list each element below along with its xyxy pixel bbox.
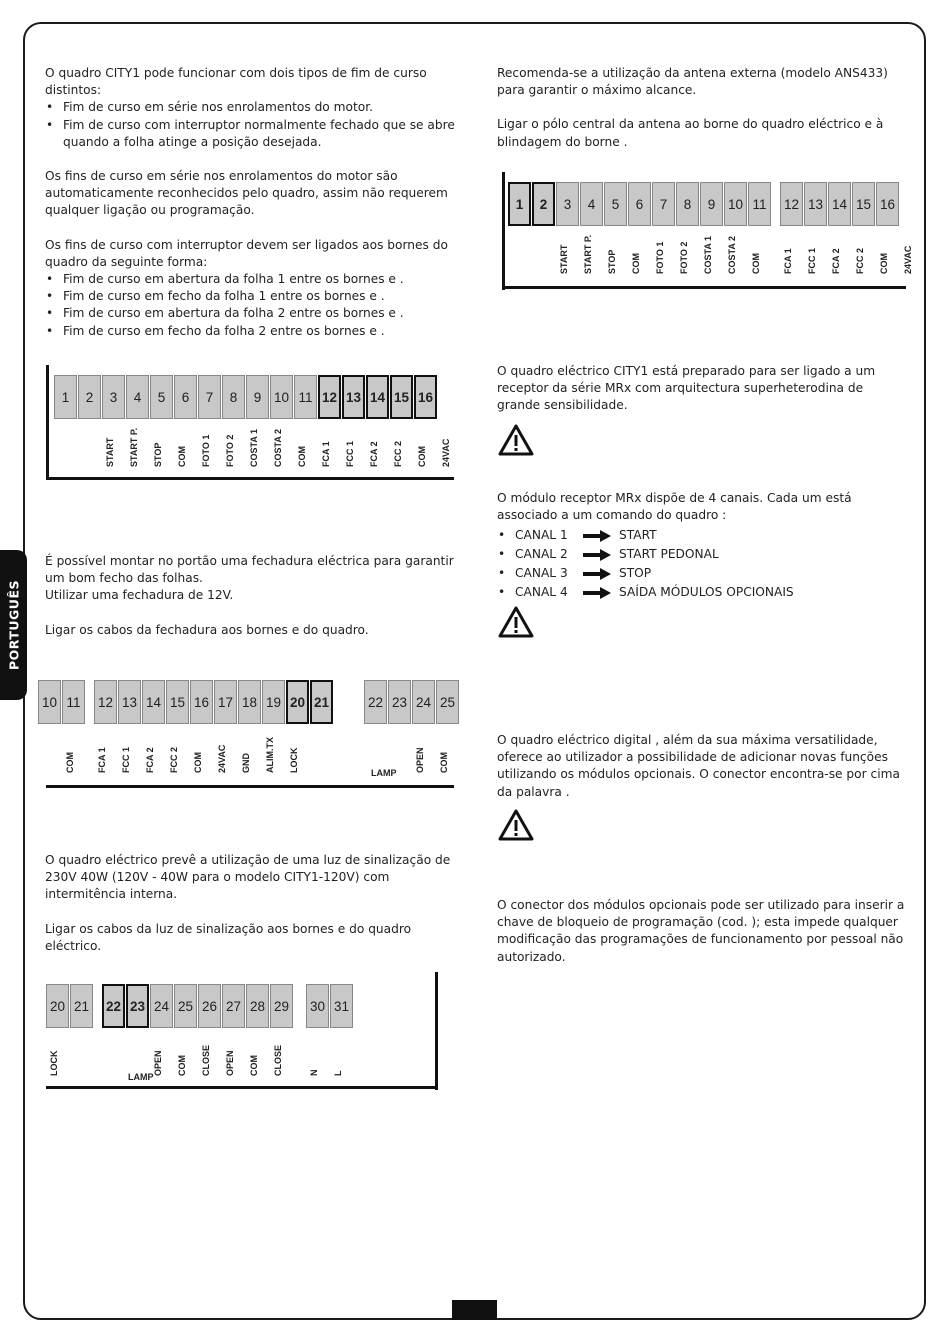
- terminal-6: 6: [174, 375, 197, 419]
- terminal-label: COM: [193, 752, 203, 773]
- terminal-31: 31: [330, 984, 353, 1028]
- terminal-diagram-lock: [41, 675, 456, 793]
- terminal-label: OPEN: [153, 1050, 163, 1076]
- terminal-label: COM: [631, 253, 641, 274]
- terminal-13: 13: [804, 182, 827, 226]
- terminal-label: FCC 2: [855, 247, 865, 274]
- terminal-4: 4: [580, 182, 603, 226]
- terminal-label: [310, 731, 334, 775]
- terminal-15: 15: [390, 375, 413, 419]
- terminal-3: 3: [556, 182, 579, 226]
- list-item: • Fim de curso em série nos enrolamentos do motor.: [45, 99, 455, 116]
- terminal-11: 11: [748, 182, 771, 226]
- warning-icon: [497, 808, 535, 842]
- terminal-9: 9: [700, 182, 723, 226]
- bullet-list: [45, 99, 455, 151]
- paragraph: Ligar o pólo central da antena ao borne do quadro eléctrico e à blindagem do borne .: [497, 117, 884, 149]
- terminal-1: 1: [508, 182, 531, 226]
- terminal-label: FOTO 2: [679, 241, 689, 274]
- terminal-label: COM: [417, 446, 427, 467]
- terminal-20: 20: [286, 680, 309, 724]
- terminal-8: 8: [222, 375, 245, 419]
- terminal-7: 7: [198, 375, 221, 419]
- arrow-right-icon: [583, 531, 611, 541]
- terminal-label: [70, 1034, 94, 1078]
- terminal-20: 20: [46, 984, 69, 1028]
- lock-section: [45, 553, 455, 639]
- terminal-24: 24: [150, 984, 173, 1028]
- terminal-label: CLOSE: [273, 1044, 283, 1076]
- terminal-label: OPEN: [225, 1050, 235, 1076]
- terminal-label: COM: [177, 446, 187, 467]
- arrow-right-icon: [583, 550, 611, 560]
- terminal-diagram-limit-switch: [46, 365, 454, 485]
- arrow-right-icon: [583, 588, 611, 598]
- terminal-14: 14: [366, 375, 389, 419]
- terminal-label: ALIM.TX: [265, 737, 275, 773]
- list-item: • Fim de curso com interruptor normalmente fechado que se abre quando a folha atinge a posição desejada.: [45, 117, 455, 151]
- page-number-block: [452, 1300, 497, 1320]
- terminal-16: 16: [190, 680, 213, 724]
- terminal-3: 3: [102, 375, 125, 419]
- terminal-labels: [46, 1034, 354, 1078]
- list-item: • CANAL 4 SAÍDA MÓDULOS OPCIONAIS: [497, 583, 907, 602]
- terminal-12: 12: [318, 375, 341, 419]
- terminal-row: [46, 984, 354, 1028]
- terminal-label: START P.: [129, 427, 139, 467]
- terminal-label: COSTA 1: [703, 235, 713, 274]
- channels-section: [497, 490, 907, 602]
- list-item: • CANAL 1 START: [497, 526, 907, 545]
- terminal-16: 16: [414, 375, 437, 419]
- terminal-21: 21: [70, 984, 93, 1028]
- terminal-22: 22: [102, 984, 125, 1028]
- terminal-label: OPEN: [415, 747, 425, 773]
- terminal-label: FCC 1: [807, 247, 817, 274]
- terminal-label: COM: [751, 253, 761, 274]
- terminal-29: 29: [270, 984, 293, 1028]
- terminal-26: 26: [198, 984, 221, 1028]
- warning-icon: [497, 423, 535, 457]
- terminal-labels: [38, 731, 460, 775]
- list-item: • Fim de curso em fecho da folha 1 entre os bornes e .: [45, 288, 455, 305]
- terminal-label: COM: [177, 1055, 187, 1076]
- terminal-15: 15: [166, 680, 189, 724]
- warning-icon: [497, 605, 535, 639]
- terminal-label: FCC 2: [393, 440, 403, 467]
- paragraph: Utilizar uma fechadura de 12V.: [45, 588, 234, 603]
- paragraph: É possível montar no portão uma fechadura eléctrica para garantir um bom fecho das folhas.: [45, 554, 454, 586]
- terminal-14: 14: [142, 680, 165, 724]
- terminal-label: COSTA 1: [249, 428, 259, 467]
- terminal-label: [38, 731, 62, 775]
- terminal-16: 16: [876, 182, 899, 226]
- lamp-label: LAMP: [128, 1072, 154, 1082]
- terminal-14: 14: [828, 182, 851, 226]
- terminal-label: COSTA 2: [727, 235, 737, 274]
- paragraph: O quadro eléctrico CITY1 está preparado para ser ligado a um receptor da série MRx com arquitectura superheterodina de grande sensibilidade.: [497, 364, 876, 413]
- terminal-27: 27: [222, 984, 245, 1028]
- terminal-label: [508, 232, 532, 276]
- list-item: • Fim de curso em abertura da folha 2 entre os bornes e .: [45, 305, 455, 322]
- terminal-labels: [54, 425, 462, 469]
- modules-section: [497, 732, 907, 801]
- terminal-11: 11: [294, 375, 317, 419]
- arrow-right-icon: [583, 569, 611, 579]
- terminal-13: 13: [342, 375, 365, 419]
- terminal-label: LOCK: [289, 747, 299, 773]
- terminal-23: 23: [388, 680, 411, 724]
- paragraph: O quadro eléctrico prevê a utilização de uma luz de sinalização de 230V 40W (120V - 40W para o modelo CITY1-120V) com intermitência interna.: [45, 853, 451, 902]
- terminal-label: GND: [241, 753, 251, 773]
- terminal-label: FCC 2: [169, 746, 179, 773]
- terminal-8: 8: [676, 182, 699, 226]
- terminal-label: FCA 2: [145, 747, 155, 773]
- paragraph: O quadro eléctrico digital , além da sua máxima versatilidade, oferece ao utilizador a possibilidade de adicionar novas funções utilizando os módulos opcionais. O conector encontra-se por cima da palavra .: [497, 733, 900, 799]
- terminal-12: 12: [94, 680, 117, 724]
- list-item: • CANAL 3 STOP: [497, 564, 907, 583]
- paragraph: O quadro CITY1 pode funcionar com dois tipos de fim de curso distintos:: [45, 66, 427, 98]
- terminal-label: FCA 1: [97, 747, 107, 773]
- terminal-label: [532, 232, 556, 276]
- terminal-10: 10: [38, 680, 61, 724]
- lamp-label: LAMP: [371, 768, 397, 778]
- terminal-label: COSTA 2: [273, 428, 283, 467]
- terminal-label: 24VAC: [903, 245, 913, 274]
- paragraph: Os fins de curso com interruptor devem ser ligados aos bornes do quadro da seguinte forma:: [45, 237, 448, 269]
- limit-switch-section: [45, 65, 455, 340]
- terminal-label: COM: [65, 752, 75, 773]
- terminal-row: [54, 375, 438, 419]
- terminal-label: LOCK: [49, 1050, 59, 1076]
- terminal-7: 7: [652, 182, 675, 226]
- terminal-4: 4: [126, 375, 149, 419]
- paragraph: O módulo receptor MRx dispõe de 4 canais. Cada um está associado a um comando do quadro :: [497, 491, 852, 523]
- terminal-label: FCA 2: [369, 441, 379, 467]
- terminal-5: 5: [604, 182, 627, 226]
- terminal-12: 12: [780, 182, 803, 226]
- terminal-22: 22: [364, 680, 387, 724]
- terminal-label: FCA 1: [321, 441, 331, 467]
- terminal-23: 23: [126, 984, 149, 1028]
- terminal-30: 30: [306, 984, 329, 1028]
- terminal-label: CLOSE: [201, 1044, 211, 1076]
- terminal-13: 13: [118, 680, 141, 724]
- terminal-25: 25: [436, 680, 459, 724]
- paragraph: Recomenda-se a utilização da antena externa (modelo ANS433) para garantir o máximo alcance.: [497, 66, 888, 98]
- terminal-label: FOTO 1: [655, 241, 665, 274]
- terminal-label: STOP: [153, 442, 163, 467]
- antenna-section: [497, 65, 907, 151]
- terminal-label: START: [105, 437, 115, 467]
- terminal-label: [78, 425, 102, 469]
- terminal-label: 24VAC: [441, 438, 451, 467]
- terminal-label: [54, 425, 78, 469]
- terminal-label: COM: [297, 446, 307, 467]
- terminal-labels: [508, 232, 924, 276]
- terminal-label: N: [309, 1069, 319, 1076]
- terminal-2: 2: [532, 182, 555, 226]
- terminal-11: 11: [62, 680, 85, 724]
- terminal-17: 17: [214, 680, 237, 724]
- language-tab: PORTUGUÊS: [0, 550, 27, 700]
- terminal-diagram-lamp: [46, 972, 441, 1094]
- list-item: • CANAL 2 START PEDONAL: [497, 545, 907, 564]
- terminal-6: 6: [628, 182, 651, 226]
- terminal-2: 2: [78, 375, 101, 419]
- terminal-18: 18: [238, 680, 261, 724]
- flashing-light-section: [45, 852, 455, 955]
- terminal-row: [38, 680, 460, 724]
- terminal-label: START P.: [583, 234, 593, 274]
- terminal-21: 21: [310, 680, 333, 724]
- terminal-10: 10: [270, 375, 293, 419]
- paragraph: Ligar os cabos da fechadura aos bornes e do quadro.: [45, 622, 369, 637]
- terminal-15: 15: [852, 182, 875, 226]
- receiver-section: [497, 363, 907, 415]
- terminal-24: 24: [412, 680, 435, 724]
- bullet-list: [45, 271, 455, 340]
- terminal-label: COM: [439, 752, 449, 773]
- terminal-label: COM: [249, 1055, 259, 1076]
- paragraph: Os fins de curso em série nos enrolamentos do motor são automaticamente reconhecidos pelo quadro, assim não requerem qualquer ligação ou programação.: [45, 169, 448, 218]
- list-item: • Fim de curso em fecho da folha 2 entre os bornes e .: [45, 323, 455, 340]
- terminal-28: 28: [246, 984, 269, 1028]
- terminal-label: COM: [879, 253, 889, 274]
- channel-list: [497, 526, 907, 602]
- terminal-label: FCA 1: [783, 248, 793, 274]
- terminal-label: FOTO 1: [201, 434, 211, 467]
- list-item: • Fim de curso em abertura da folha 1 entre os bornes e .: [45, 271, 455, 288]
- paragraph: O conector dos módulos opcionais pode ser utilizado para inserir a chave de bloqueio de programação (cod. ); esta impede qualquer modificação das programações de funcionamento por pessoal não autorizado.: [497, 898, 905, 964]
- terminal-label: FOTO 2: [225, 434, 235, 467]
- terminal-label: FCA 2: [831, 248, 841, 274]
- terminal-label: [102, 1034, 126, 1078]
- terminal-label: L: [333, 1070, 343, 1076]
- terminal-label: FCC 1: [121, 746, 131, 773]
- terminal-row: [508, 182, 900, 226]
- terminal-label: START: [559, 244, 569, 274]
- terminal-9: 9: [246, 375, 269, 419]
- terminal-label: 24VAC: [217, 744, 227, 773]
- terminal-19: 19: [262, 680, 285, 724]
- terminal-1: 1: [54, 375, 77, 419]
- terminal-5: 5: [150, 375, 173, 419]
- terminal-label: STOP: [607, 249, 617, 274]
- terminal-25: 25: [174, 984, 197, 1028]
- lock-key-section: [497, 897, 907, 966]
- terminal-10: 10: [724, 182, 747, 226]
- terminal-diagram-antenna: [502, 172, 913, 294]
- paragraph: Ligar os cabos da luz de sinalização aos bornes e do quadro eléctrico.: [45, 921, 412, 953]
- terminal-label: FCC 1: [345, 440, 355, 467]
